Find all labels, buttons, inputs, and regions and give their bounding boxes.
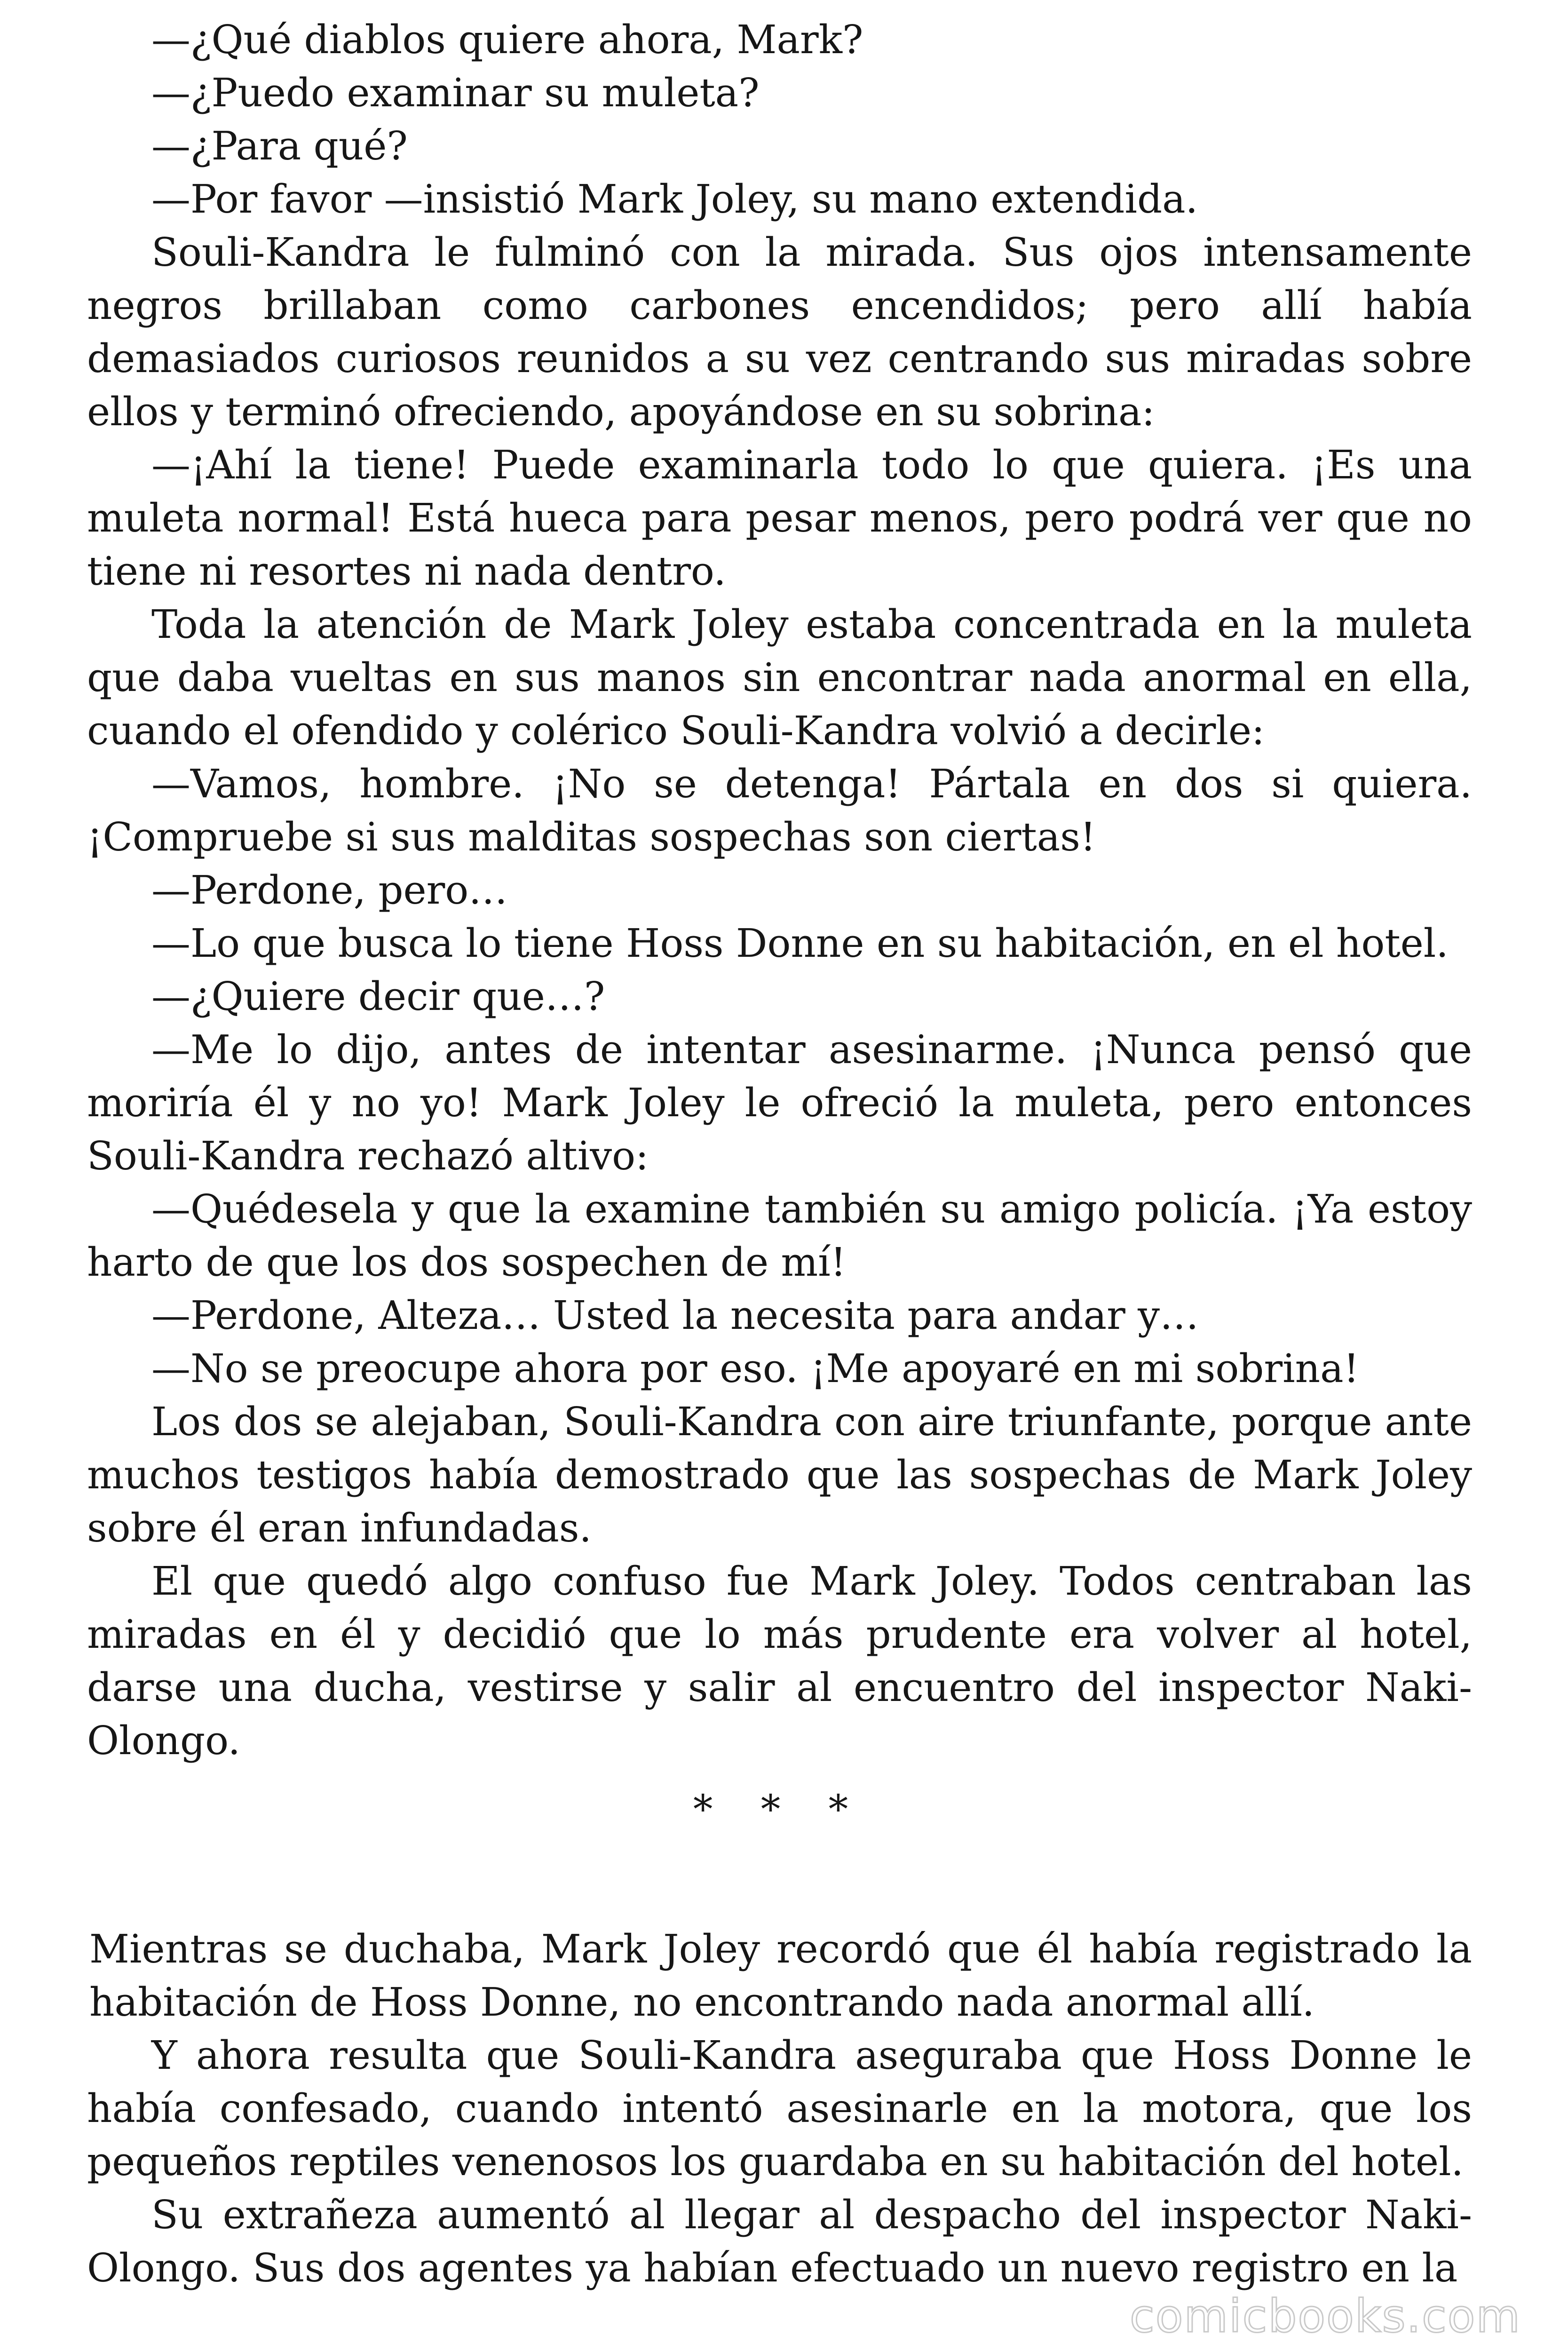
- paragraph: —No se preocupe ahora por eso. ¡Me apoyaré en mi sobrina!: [151, 1346, 1359, 1391]
- paragraph: El que quedó algo confuso fue Mark Joley. Todos centraban las miradas en él y decidió que lo más prudente era volver al hotel, darse una ducha, vestirse y salir al encuentro del inspector Naki-Olongo.: [87, 1558, 1472, 1764]
- paragraph: —¿Puedo examinar su muleta?: [151, 70, 760, 116]
- paragraph: —Lo que busca lo tiene Hoss Donne en su habitación, en el hotel.: [151, 921, 1449, 966]
- paragraph: Y ahora resulta que Souli-Kandra aseguraba que Hoss Donne le había confesado, cuando intentó asesinarle en la motora, que los pequeños reptiles venenosos los guardaba en su habitación del hotel.: [87, 2033, 1472, 2185]
- paragraph: Su extrañeza aumentó al llegar al despacho del inspector Naki-Olongo. Sus dos agentes ya habían efectuado un nuevo registro en la: [87, 2192, 1472, 2291]
- paragraph: —Perdone, pero…: [151, 867, 508, 913]
- paragraph: —¡Ahí la tiene! Puede examinarla todo lo que quiera. ¡Es una muleta normal! Está hueca para pesar menos, pero podrá ver que no tiene ni resortes ni nada dentro.: [87, 442, 1472, 594]
- page-body: [87, 13, 1472, 2295]
- paragraph: Souli-Kandra le fulminó con la mirada. Sus ojos intensamente negros brillaban como carbones encendidos; pero allí había demasiados curiosos reunidos a su vez centrando sus miradas sobre ellos y terminó ofreciendo, apoyándose en su sobrina:: [87, 230, 1472, 435]
- scene-separator: * * *: [693, 1787, 866, 1832]
- paragraph: —Me lo dijo, antes de intentar asesinarme. ¡Nunca pensó que moriría él y no yo! Mark Joley le ofreció la muleta, pero entonces Souli-Kandra rechazó altivo:: [87, 1027, 1472, 1179]
- paragraph: —¿Qué diablos quiere ahora, Mark?: [151, 17, 863, 63]
- paragraph: —¿Para qué?: [151, 123, 408, 169]
- watermark: comicbooks.com: [1129, 2290, 1521, 2343]
- paragraph: —¿Quiere decir que…?: [151, 974, 605, 1019]
- paragraph: Toda la atención de Mark Joley estaba concentrada en la muleta que daba vueltas en sus manos sin encontrar nada anormal en ella, cuando el ofendido y colérico Souli-Kandra volvió a decirle:: [87, 602, 1472, 754]
- paragraph: Mientras se duchaba, Mark Joley recordó que él había registrado la habitación de Hoss Donne, no encontrando nada anormal allí.: [89, 1926, 1472, 2025]
- paragraph: —Por favor —insistió Mark Joley, su mano extendida.: [151, 176, 1198, 222]
- paragraph: —Perdone, Alteza… Usted la necesita para andar y…: [151, 1293, 1199, 1338]
- paragraph: Los dos se alejaban, Souli-Kandra con aire triunfante, porque ante muchos testigos había demostrado que las sospechas de Mark Joley sobre él eran infundadas.: [87, 1399, 1472, 1551]
- paragraph: —Quédesela y que la examine también su amigo policía. ¡Ya estoy harto de que los dos sospechen de mí!: [87, 1186, 1472, 1285]
- paragraph: —Vamos, hombre. ¡No se detenga! Pártala en dos si quiera. ¡Compruebe si sus malditas sospechas son ciertas!: [87, 761, 1472, 860]
